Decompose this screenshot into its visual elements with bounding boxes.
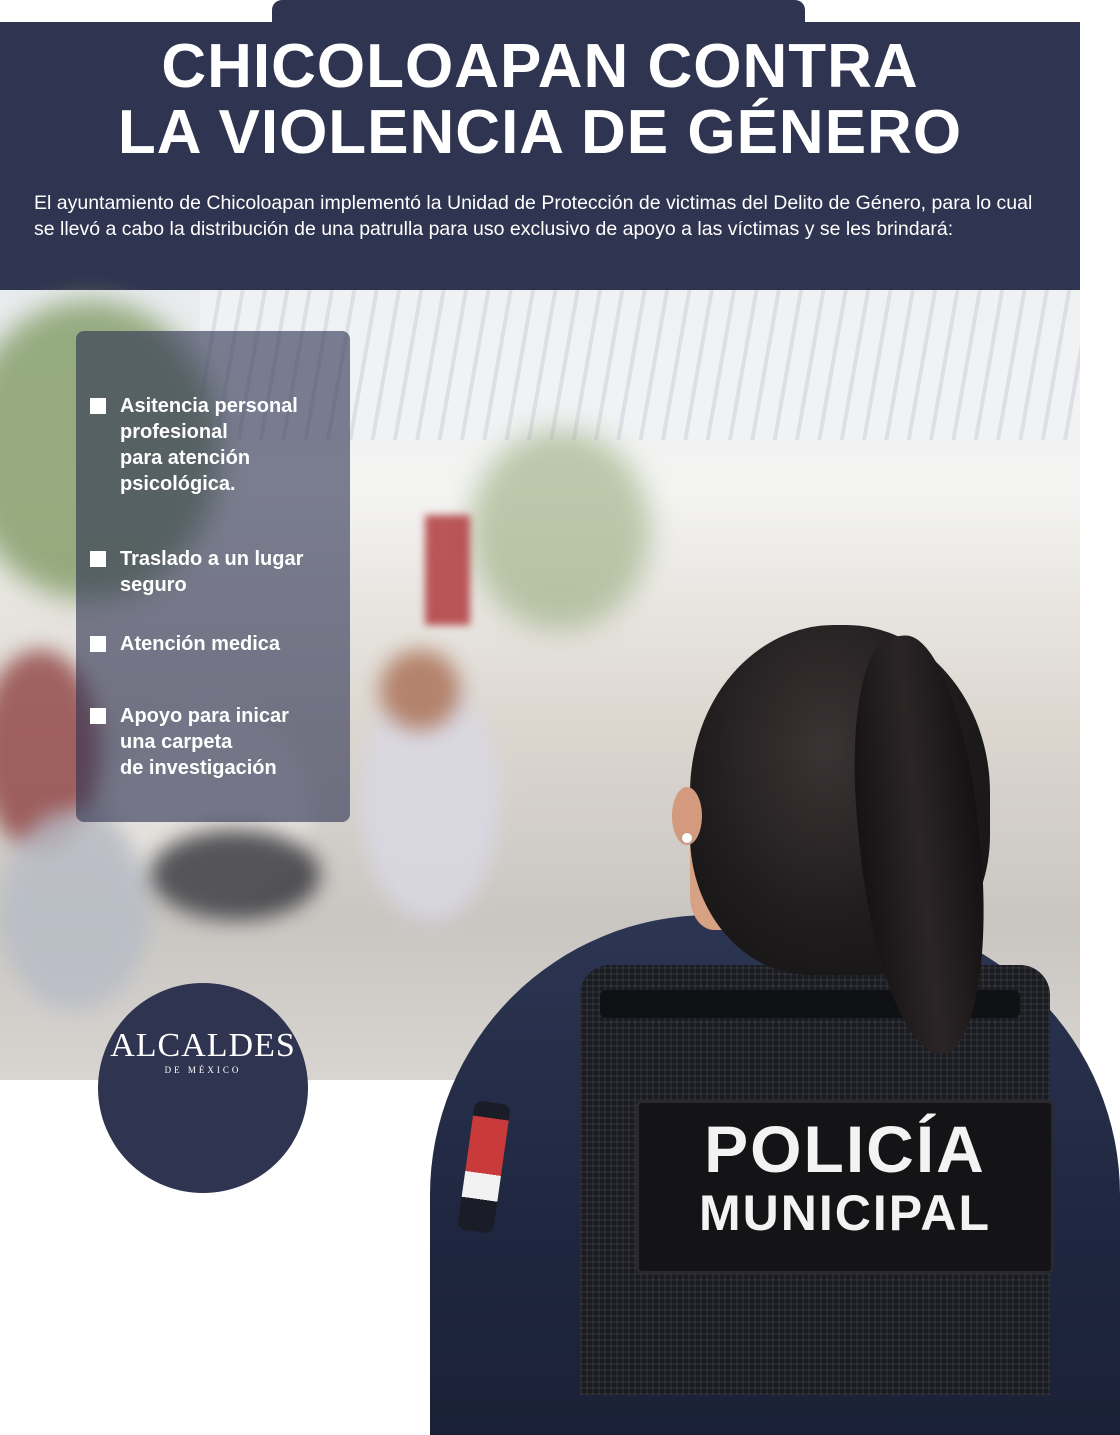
background-booth <box>425 515 470 625</box>
vest-label-line-1: POLICÍA <box>704 1112 986 1186</box>
service-item <box>90 393 340 497</box>
service-item-text: Asitencia personal profesional para atención psicológica. <box>120 395 298 495</box>
services-list <box>76 331 350 822</box>
page-title <box>0 34 1080 166</box>
logo-wordmark: ALCALDES <box>110 1027 296 1064</box>
title-line-2: LA VIOLENCIA DE GÉNERO <box>117 98 963 167</box>
service-item-text: Traslado a un lugar seguro <box>120 548 304 596</box>
service-item <box>90 703 340 781</box>
vest-label-line-2: MUNICIPAL <box>698 1185 992 1241</box>
logo-subtitle: DE MÉXICO <box>164 1065 242 1075</box>
service-item-text: Apoyo para inicar una carpeta de investigación <box>120 705 289 779</box>
alcaldes-logo <box>98 983 308 1193</box>
square-bullet-icon <box>90 398 106 414</box>
square-bullet-icon <box>90 636 106 652</box>
crowd-figure <box>380 650 460 730</box>
service-item <box>90 631 340 657</box>
service-item-text: Atención medica <box>120 633 281 655</box>
square-bullet-icon <box>90 708 106 724</box>
earring-icon <box>682 833 692 843</box>
service-item <box>90 546 340 598</box>
square-bullet-icon <box>90 551 106 567</box>
header-banner <box>0 22 1080 290</box>
intro-paragraph: El ayuntamiento de Chicoloapan implementó la Unidad de Protección de victimas del Delito de Género, para lo cual se llevó a cabo la distribución de una patrulla para uso exclusivo de apoyo a las víctimas y se les brindará: <box>34 192 1033 240</box>
crowd-figure <box>150 830 320 920</box>
title-line-1: CHICOLOAPAN CONTRA <box>161 32 919 101</box>
crowd-figure <box>0 810 150 1010</box>
background-tree <box>470 430 650 630</box>
vest-label <box>636 1100 1054 1274</box>
